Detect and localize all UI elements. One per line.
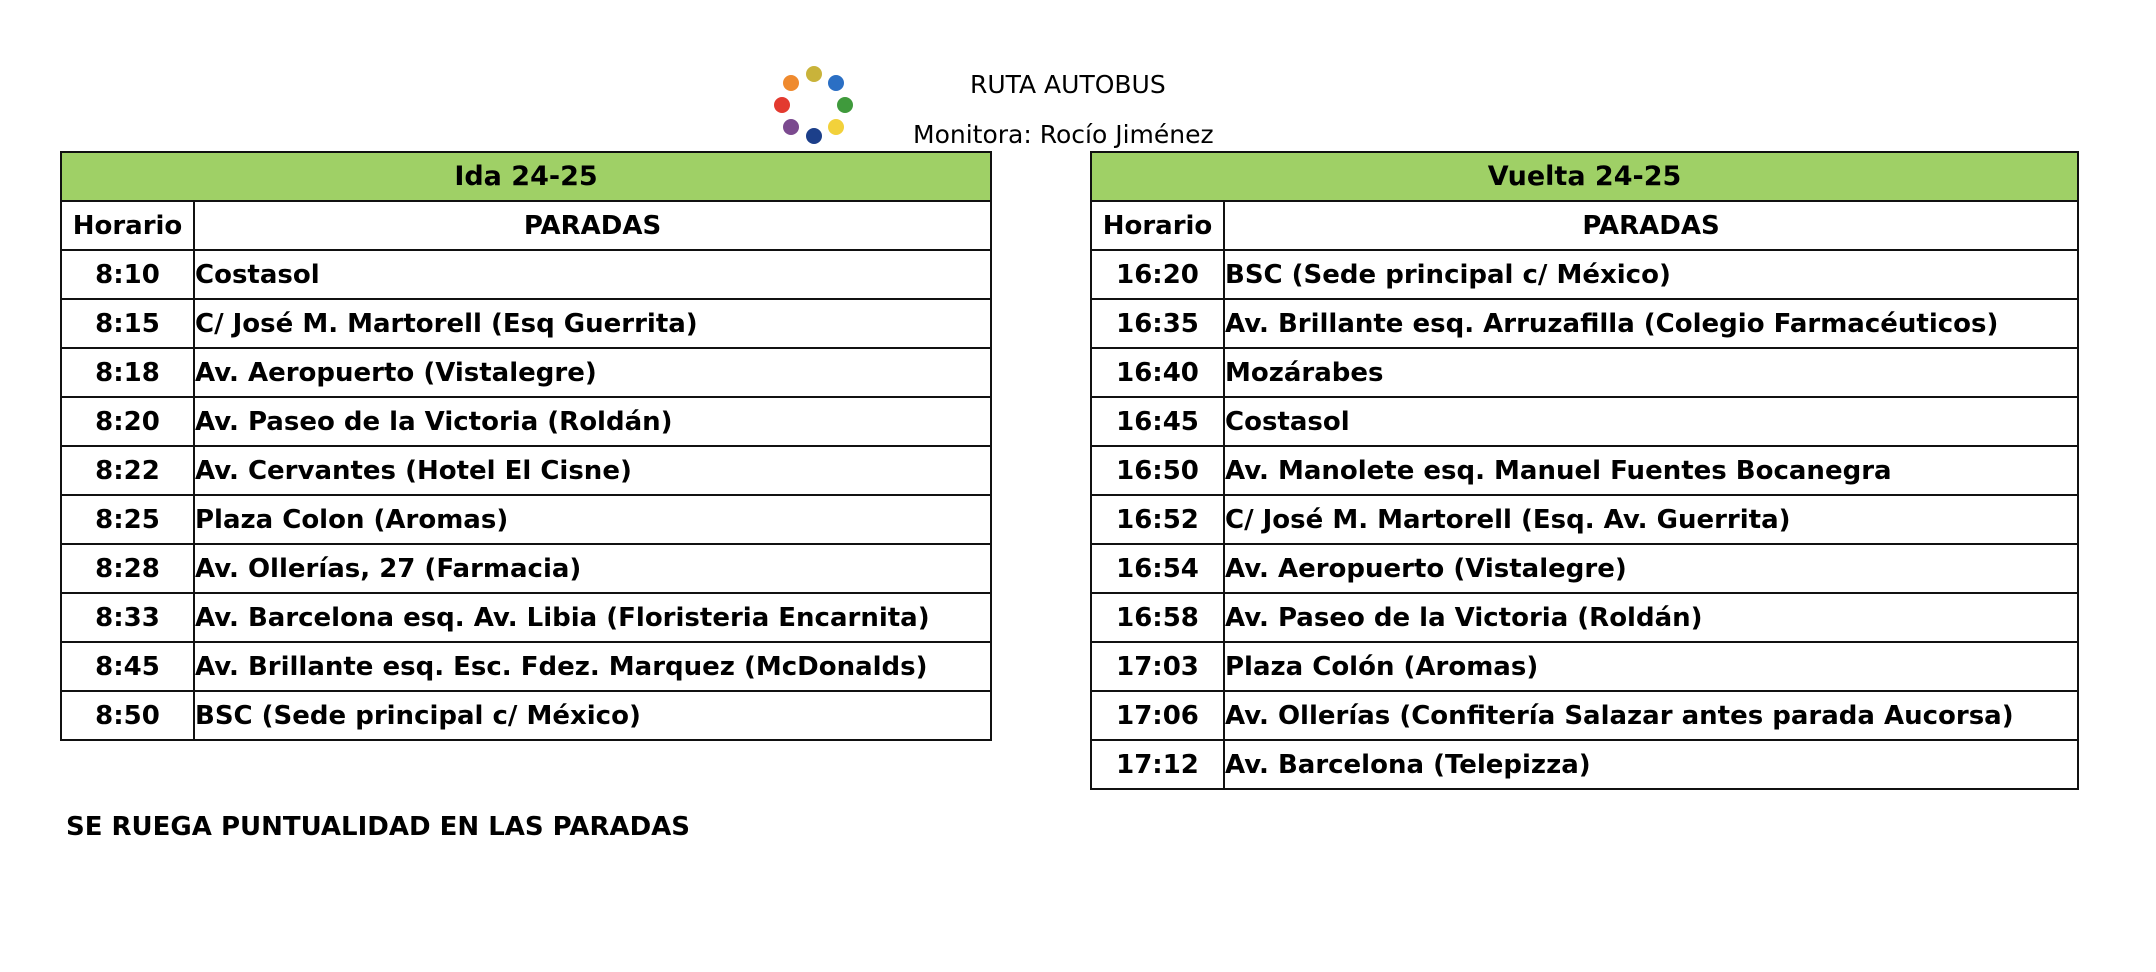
- monitor-name: Monitora: Rocío Jiménez: [913, 120, 1214, 149]
- stop-name: C/ José M. Martorell (Esq Guerrita): [194, 299, 991, 348]
- logo-dot: [837, 97, 853, 113]
- table-row: [1091, 397, 2078, 446]
- table-row: [1091, 593, 2078, 642]
- stop-name: Av. Barcelona esq. Av. Libia (Floristeria Encarnita): [194, 593, 991, 642]
- table-row: [61, 299, 991, 348]
- stop-name: Plaza Colon (Aromas): [194, 495, 991, 544]
- stop-time: 8:25: [61, 495, 194, 544]
- stop-time: 16:50: [1091, 446, 1224, 495]
- stop-time: 16:40: [1091, 348, 1224, 397]
- logo-dot: [828, 119, 844, 135]
- table-row: [1091, 250, 2078, 299]
- stop-time: 8:28: [61, 544, 194, 593]
- page-title: RUTA AUTOBUS: [970, 70, 1166, 99]
- stop-time: 16:35: [1091, 299, 1224, 348]
- stop-name: Av. Cervantes (Hotel El Cisne): [194, 446, 991, 495]
- vuelta-col-stops: PARADAS: [1224, 201, 2078, 250]
- table-row: [1091, 446, 2078, 495]
- stop-name: Av. Aeropuerto (Vistalegre): [194, 348, 991, 397]
- stop-time: 16:52: [1091, 495, 1224, 544]
- logo-icon: [773, 65, 855, 147]
- stop-name: Plaza Colón (Aromas): [1224, 642, 2078, 691]
- stop-name: Av. Barcelona (Telepizza): [1224, 740, 2078, 789]
- table-row: [1091, 348, 2078, 397]
- stop-name: Av. Ollerías (Confitería Salazar antes parada Aucorsa): [1224, 691, 2078, 740]
- table-row: [61, 642, 991, 691]
- stop-time: 17:06: [1091, 691, 1224, 740]
- stop-name: C/ José M. Martorell (Esq. Av. Guerrita): [1224, 495, 2078, 544]
- stop-time: 8:33: [61, 593, 194, 642]
- logo-dot: [783, 75, 799, 91]
- logo-dot: [774, 97, 790, 113]
- logo-dot: [783, 119, 799, 135]
- stop-name: Mozárabes: [1224, 348, 2078, 397]
- stop-name: Costasol: [194, 250, 991, 299]
- table-row: [61, 250, 991, 299]
- stop-name: BSC (Sede principal c/ México): [194, 691, 991, 740]
- stop-time: 17:12: [1091, 740, 1224, 789]
- vuelta-col-time: Horario: [1091, 201, 1224, 250]
- stop-time: 16:20: [1091, 250, 1224, 299]
- stop-time: 8:15: [61, 299, 194, 348]
- vuelta-table: [1090, 151, 2079, 790]
- stop-name: Av. Paseo de la Victoria (Roldán): [1224, 593, 2078, 642]
- logo-dot: [828, 75, 844, 91]
- stop-name: Av. Brillante esq. Esc. Fdez. Marquez (McDonalds): [194, 642, 991, 691]
- table-row: [1091, 740, 2078, 789]
- table-row: [61, 446, 991, 495]
- vuelta-title: Vuelta 24-25: [1091, 152, 2078, 201]
- table-row: [61, 544, 991, 593]
- table-row: [61, 691, 991, 740]
- logo-dot: [806, 128, 822, 144]
- stop-time: 8:20: [61, 397, 194, 446]
- stop-time: 16:45: [1091, 397, 1224, 446]
- table-row: [61, 495, 991, 544]
- table-row: [61, 397, 991, 446]
- table-row: [61, 348, 991, 397]
- stop-name: BSC (Sede principal c/ México): [1224, 250, 2078, 299]
- table-row: [1091, 299, 2078, 348]
- stop-name: Av. Paseo de la Victoria (Roldán): [194, 397, 991, 446]
- stop-time: 8:50: [61, 691, 194, 740]
- logo-dot: [806, 66, 822, 82]
- ida-table: [60, 151, 992, 741]
- stop-time: 8:22: [61, 446, 194, 495]
- stop-time: 16:58: [1091, 593, 1224, 642]
- ida-title: Ida 24-25: [61, 152, 991, 201]
- stop-time: 8:10: [61, 250, 194, 299]
- table-row: [1091, 544, 2078, 593]
- table-row: [61, 593, 991, 642]
- ida-col-stops: PARADAS: [194, 201, 991, 250]
- punctuality-notice: SE RUEGA PUNTUALIDAD EN LAS PARADAS: [66, 812, 691, 842]
- stop-time: 16:54: [1091, 544, 1224, 593]
- stop-name: Av. Manolete esq. Manuel Fuentes Bocanegra: [1224, 446, 2078, 495]
- stop-time: 8:18: [61, 348, 194, 397]
- stop-time: 8:45: [61, 642, 194, 691]
- stop-name: Costasol: [1224, 397, 2078, 446]
- stop-time: 17:03: [1091, 642, 1224, 691]
- stop-name: Av. Brillante esq. Arruzafilla (Colegio Farmacéuticos): [1224, 299, 2078, 348]
- stop-name: Av. Aeropuerto (Vistalegre): [1224, 544, 2078, 593]
- ida-col-time: Horario: [61, 201, 194, 250]
- table-row: [1091, 691, 2078, 740]
- stop-name: Av. Ollerías, 27 (Farmacia): [194, 544, 991, 593]
- table-row: [1091, 642, 2078, 691]
- table-row: [1091, 495, 2078, 544]
